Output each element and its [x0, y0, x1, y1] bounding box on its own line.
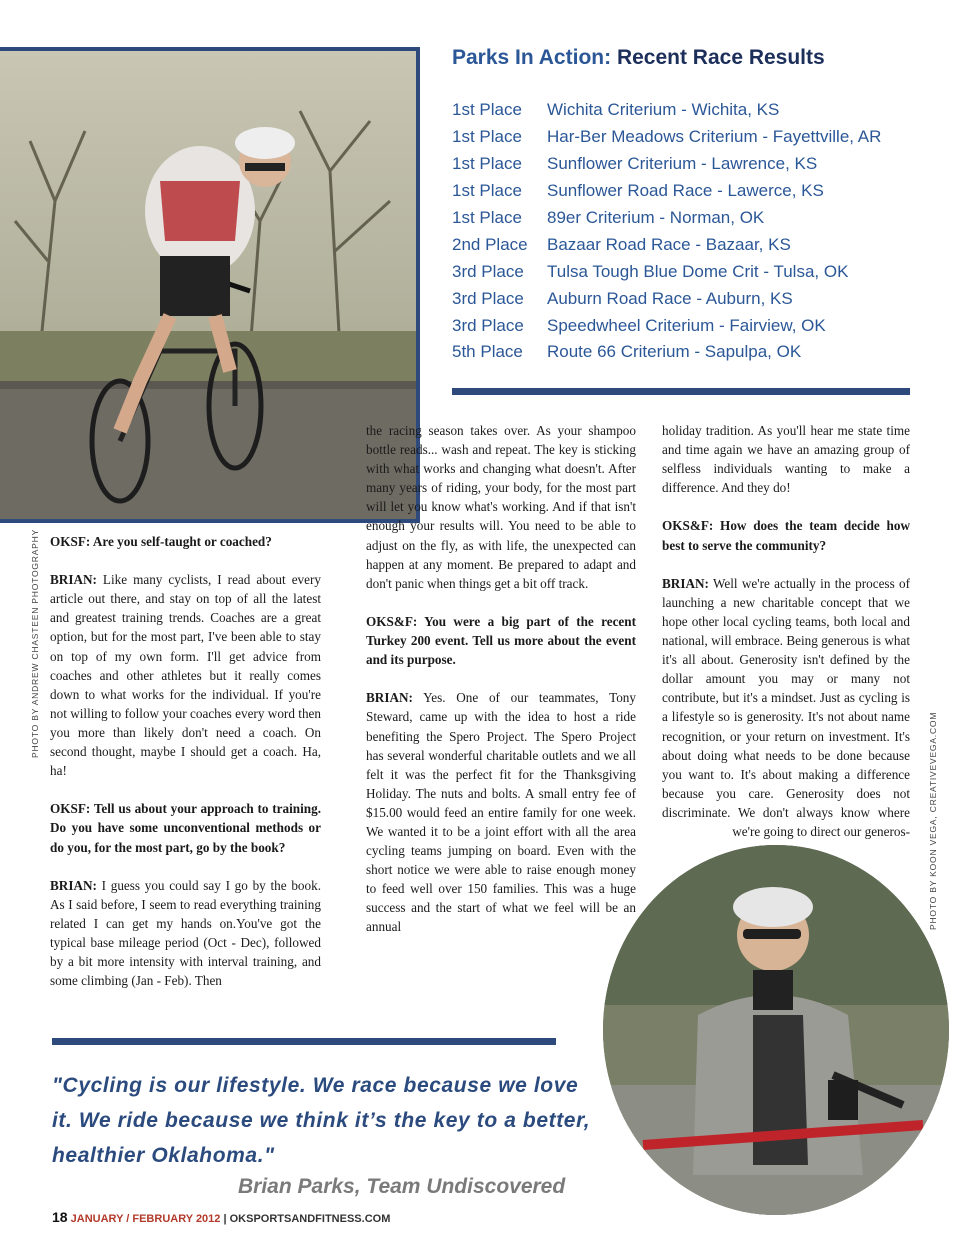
pull-quote: "Cycling is our lifestyle. We race because we love it. We ride because we think it’s the key to a better, healthier Oklahoma."	[52, 1074, 591, 1167]
result-place: 1st Place	[452, 208, 522, 227]
results-title-accent: Parks In Action:	[452, 46, 612, 69]
quote-divider	[52, 1038, 556, 1045]
photo-credit-left: PHOTO BY ANDREW CHASTEEN PHOTOGRAPHY	[30, 528, 40, 758]
issue-date: JANUARY / FEBRUARY 2012	[70, 1213, 221, 1225]
result-row	[452, 178, 922, 205]
result-place: 1st Place	[452, 100, 522, 120]
result-race: Wichita Criterium - Wichita, KS	[547, 100, 780, 120]
pull-quote-attribution: Brian Parks, Team Undiscovered	[238, 1175, 566, 1198]
result-place: 1st Place	[452, 127, 522, 147]
answer-label: BRIAN:	[50, 572, 97, 588]
result-place: 3rd Place	[452, 261, 524, 281]
answer	[50, 570, 321, 780]
answer-text: Yes. One of our teammates, Tony Steward, came up with the idea to host a ride benefiting the Spero Project. The Spero Project has several wonderful charitable outlets and we all felt it was the perfect fit for the Thanksgiving Holiday. The nuts and bolts. A small entry fee of $15.00 would feed an entire family for one week. We wanted it to be a joint effort with all the area cycling teams jumping on board. Even with the short notice we were able to raise enough money to feed well over 150 families. This was a huge success and the start of what we feel will be an annual	[366, 690, 636, 935]
result-row	[452, 97, 922, 124]
result-row	[452, 285, 922, 312]
results-title-rest: Recent Race Results	[616, 46, 825, 69]
article-column-2	[366, 421, 636, 937]
article-column-1	[50, 532, 321, 990]
result-row	[452, 205, 922, 232]
result-race: Auburn Road Race - Auburn, KS	[547, 288, 793, 308]
answer-label: BRIAN:	[662, 575, 709, 591]
page-footer	[52, 1209, 390, 1225]
result-race: Har-Ber Meadows Criterium - Fayettville, AR	[547, 127, 882, 147]
paragraph: holiday tradition. As you'll hear me state time and time again we have an amazing group of selfless individuals wanting to make a difference. And they do!	[662, 423, 910, 496]
result-row	[452, 312, 922, 339]
result-place: 3rd Place	[452, 288, 524, 308]
answer-text: Like many cyclists, I read about every article out there, and stay on top of all the latest and greatest training trends. Coaches are a great option, but for the most part, I've been able to stay on top of my own form. I'll get advice from coaches and other athletes but it really comes down to what works for the individual. If you're not willing to follow your coaches every word then you more than likely don't need a coach. On second thought, maybe I should get a coach. Ha, ha!	[50, 572, 321, 779]
results-title	[452, 46, 825, 70]
result-race: Tulsa Tough Blue Dome Crit - Tulsa, OK	[547, 261, 849, 281]
result-row	[452, 231, 922, 258]
answer	[366, 688, 636, 936]
answer-label: BRIAN:	[50, 877, 97, 893]
result-place: 2nd Place	[452, 234, 528, 254]
question: OKSF: Are you self-taught or coached?	[50, 534, 272, 549]
question: OKS&F: You were a big part of the recent Turkey 200 event. Tell us more about the event and its purpose.	[366, 613, 636, 668]
result-row	[452, 339, 922, 366]
cyclist-portrait-photo	[603, 845, 949, 1215]
photo-credit-right: PHOTO BY KOON VEGA, CREATIVEVEGA.COM	[928, 711, 938, 930]
result-place: 5th Place	[452, 342, 523, 362]
results-divider	[452, 388, 910, 395]
result-race: Sunflower Criterium - Lawrence, KS	[547, 154, 818, 174]
result-race: Route 66 Criterium - Sapulpa, OK	[547, 342, 802, 362]
question: OKS&F: How does the team decide how best to serve the community?	[662, 518, 910, 553]
result-race: Bazaar Road Race - Bazaar, KS	[547, 234, 791, 254]
results-list	[452, 97, 922, 366]
result-place: 1st Place	[452, 154, 522, 174]
result-race: Speedwheel Criterium - Fairview, OK	[547, 315, 826, 335]
result-place: 1st Place	[452, 181, 522, 201]
cyclist-road-photo	[0, 47, 420, 523]
answer-label: BRIAN:	[366, 690, 413, 706]
result-race: 89er Criterium - Norman, OK	[547, 208, 765, 227]
result-row	[452, 124, 922, 151]
result-row	[452, 151, 922, 178]
footer-separator: |	[223, 1213, 227, 1225]
result-row	[452, 258, 922, 285]
result-race: Sunflower Road Race - Lawerce, KS	[547, 181, 824, 201]
answer-text: I guess you could say I go by the book. As I said before, I seem to read everything training related I can get my hands on.You've got the typical base mileage period (Oct - Dec), followed by a bit more intensity with interval training, and some climbing (Jan - Feb). Then	[50, 877, 321, 989]
answer-text: Well we're actually in the process of launching a new charitable concept that we hope other local cycling teams, both local and national, will embrace. Being generous is what it's all about. Generosity isn't defined by the dollar amount you may or many not contribute, but it's a mindset. Just as cycling is a lifestyle so is generosity. It's not about name recognition, or your return on investment. It's about doing what needs to be done because you want to. It's about making a difference because you care. Generosity does not discriminate. We don't always know where we're going to direct our generos-	[662, 575, 910, 839]
question: OKSF: Tell us about your approach to training. Do you have some unconventional methods or do you, for the most part, go by the book?	[50, 801, 321, 855]
website: OKSPORTSANDFITNESS.COM	[229, 1213, 391, 1225]
paragraph: the racing season takes over. As your shampoo bottle reads... wash and repeat. The key is sticking with what works and changing what doesn't. After many years of riding, your body, for the most part will let you know what's working. And if that isn't enough your results will. You need to be able to adjust on the fly, as with life, the unexpected can happen at any moment. Be prepared to adapt and don't panic when things get a bit off track.	[366, 423, 636, 591]
answer	[50, 876, 321, 991]
answer	[662, 574, 910, 841]
article-column-3	[662, 421, 910, 841]
result-place: 3rd Place	[452, 315, 524, 335]
page-number: 18	[52, 1209, 68, 1225]
